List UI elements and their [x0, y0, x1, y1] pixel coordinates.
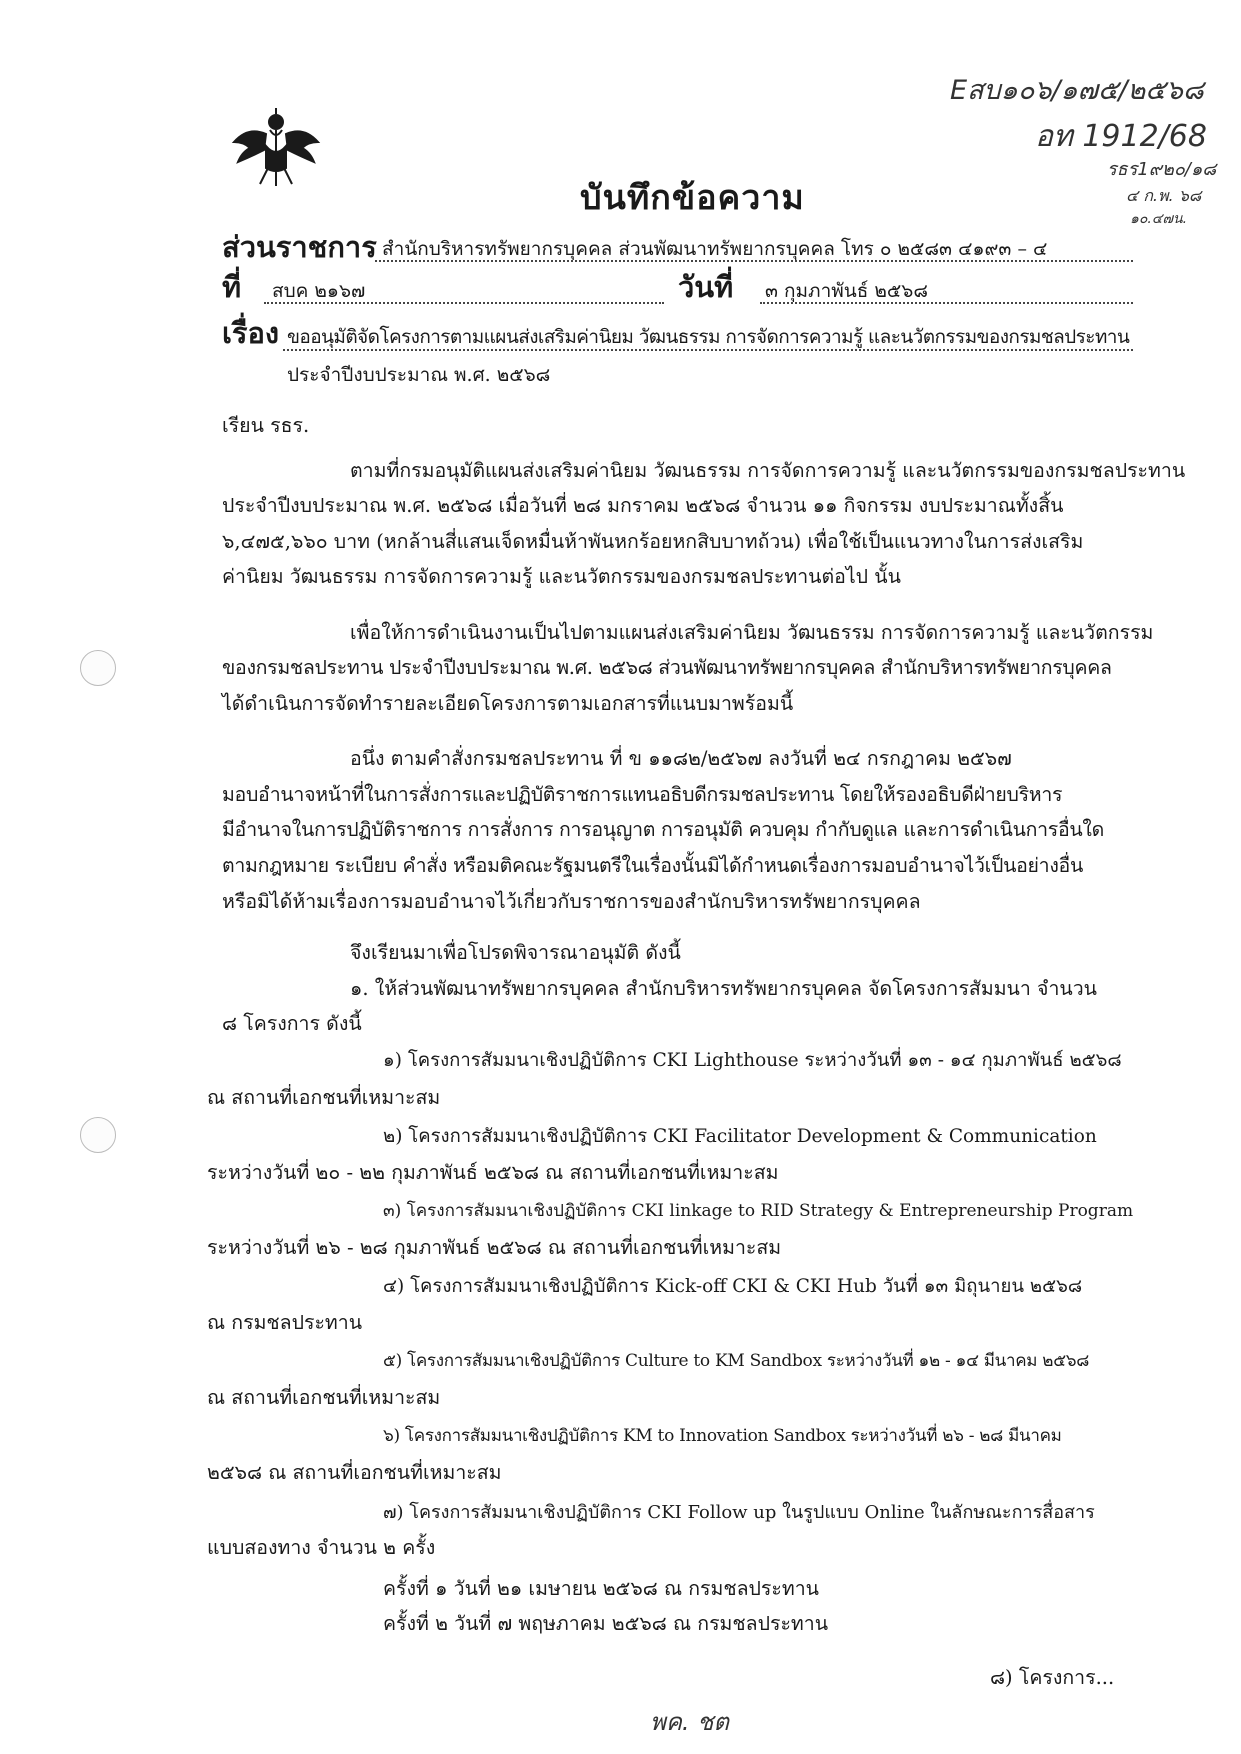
paragraph-3-line: ตามกฎหมาย ระเบียบ คำสั่ง หรือมติคณะรัฐมนตรีในเรื่องนั้นมิได้กำหนดเรื่องการมอบอำนาจไว้เป็นอย่างอื่น	[222, 854, 1083, 877]
bottom-initials: พค. ชต	[650, 1708, 730, 1736]
item-1-line1: ๑. ให้ส่วนพัฒนาทรัพยากรบุคคล สำนักบริหารทรัพยากรบุคคล จัดโครงการสัมมนา จำนวน	[350, 977, 1098, 1000]
subject-dotline	[283, 349, 1133, 351]
project-7-line2: แบบสองทาง จำนวน ๒ ครั้ง	[207, 1536, 436, 1559]
receipt-stamp-date: ๔ ก.พ. ๖๘	[1126, 186, 1202, 205]
paragraph-1-line: ค่านิยม วัฒนธรรม การจัดการความรู้ และนวัตกรรมของกรมชลประทานต่อไป นั้น	[222, 565, 901, 588]
subject-value: ขออนุมัติจัดโครงการตามแผนส่งเสริมค่านิยม วัฒนธรรม การจัดการความรู้ และนวัตกรรมของกรมชลประทาน	[287, 326, 1130, 348]
project-1-line1: ๑) โครงการสัมมนาเชิงปฏิบัติการ CKI Lighthouse ระหว่างวันที่ ๑๓ - ๑๔ กุมภาพันธ์ ๒๕๖๘	[383, 1050, 1122, 1071]
project-5-line2: ณ สถานที่เอกชนที่เหมาะสม	[207, 1386, 441, 1409]
subject-label: เรื่อง	[222, 316, 280, 350]
subject-value-line2: ประจำปีงบประมาณ พ.ศ. ๒๕๖๘	[287, 364, 551, 386]
reference-value: สบค ๒๑๖๗	[272, 280, 366, 302]
receipt-stamp-ref: รธร1๙๒๐/๑๘	[1107, 159, 1217, 180]
paragraph-2-line: ได้ดำเนินการจัดทำรายละเอียดโครงการตามเอกสารที่แนบมาพร้อมนี้	[222, 692, 794, 715]
receipt-stamp-code: อท 1912/68	[1035, 119, 1207, 154]
request-intro: จึงเรียนมาเพื่อโปรดพิจารณาอนุมัติ ดังนี้	[350, 941, 681, 964]
project-1-line2: ณ สถานที่เอกชนที่เหมาะสม	[207, 1086, 441, 1109]
paragraph-3-line: มีอำนาจในการปฏิบัติราชการ การสั่งการ การอนุญาต การอนุมัติ ควบคุม กำกับดูแล และการดำเนินการอื่นใด	[222, 818, 1104, 841]
session-1: ครั้งที่ ๑ วันที่ ๒๑ เมษายน ๒๕๖๘ ณ กรมชลประทาน	[383, 1577, 820, 1600]
project-7-line1: ๗) โครงการสัมมนาเชิงปฏิบัติการ CKI Follow up ในรูปแบบ Online ในลักษณะการสื่อสาร	[383, 1502, 1095, 1523]
project-6-line1: ๖) โครงการสัมมนาเชิงปฏิบัติการ KM to Innovation Sandbox ระหว่างวันที่ ๒๖ - ๒๘ มีนาคม	[383, 1426, 1062, 1446]
paragraph-1-line: ประจำปีงบประมาณ พ.ศ. ๒๕๖๘ เมื่อวันที่ ๒๘ มกราคม ๒๕๖๘ จำนวน ๑๑ กิจกรรม งบประมาณทั้งสิ้น	[222, 494, 1064, 517]
department-label: ส่วนราชการ	[222, 230, 377, 264]
salutation: เรียน รธร.	[222, 414, 310, 437]
department-value: สำนักบริหารทรัพยากรบุคคล ส่วนพัฒนาทรัพยากรบุคคล โทร ๐ ๒๕๘๓ ๔๑๙๓ – ๔	[382, 238, 1048, 260]
project-6-line2: ๒๕๖๘ ณ สถานที่เอกชนที่เหมาะสม	[207, 1461, 502, 1484]
project-2-line1: ๒) โครงการสัมมนาเชิงปฏิบัติการ CKI Facilitator Development & Communication	[383, 1126, 1097, 1147]
date-label: วันที่	[678, 270, 734, 304]
paragraph-2-line: ของกรมชลประทาน ประจำปีงบประมาณ พ.ศ. ๒๕๖๘ ส่วนพัฒนาทรัพยากรบุคคล สำนักบริหารทรัพยากรบุคคล	[222, 656, 1112, 679]
paragraph-3-line: หรือมิได้ห้ามเรื่องการมอบอำนาจไว้เกี่ยวกับราชการของสำนักบริหารทรัพยากรบุคคล	[222, 890, 921, 913]
garuda-emblem-icon	[230, 106, 322, 188]
punch-hole-top	[80, 650, 116, 686]
project-5-line1: ๕) โครงการสัมมนาเชิงปฏิบัติการ Culture to KM Sandbox ระหว่างวันที่ ๑๒ - ๑๔ มีนาคม ๒๕๖๘	[383, 1351, 1090, 1371]
session-2: ครั้งที่ ๒ วันที่ ๗ พฤษภาคม ๒๕๖๘ ณ กรมชลประทาน	[383, 1612, 829, 1635]
reference-dotline	[264, 302, 664, 304]
memo-title: บันทึกข้อความ	[580, 178, 805, 218]
paragraph-3-line: มอบอำนาจหน้าที่ในการสั่งการและปฏิบัติราชการแทนอธิบดีกรมชลประทาน โดยให้รองอธิบดีฝ่ายบริหาร	[222, 783, 1063, 806]
paragraph-1-line: ตามที่กรมอนุมัติแผนส่งเสริมค่านิยม วัฒนธรรม การจัดการความรู้ และนวัตกรรมของกรมชลประทาน	[350, 459, 1186, 482]
project-4-line1: ๔) โครงการสัมมนาเชิงปฏิบัติการ Kick-off CKI & CKI Hub วันที่ ๑๓ มิถุนายน ๒๕๖๘	[383, 1276, 1083, 1297]
paragraph-3-line: อนึ่ง ตามคำสั่งกรมชลประทาน ที่ ข ๑๑๘๒/๒๕๖๗ ลงวันที่ ๒๔ กรกฎาคม ๒๕๖๗	[350, 747, 1012, 770]
paragraph-1-line: ๖,๔๗๕,๖๖๐ บาท (หกล้านสี่แสนเจ็ดหมื่นห้าพันหกร้อยหกสิบบาทถ้วน) เพื่อใช้เป็นแนวทางในการส่งเสริม	[222, 530, 1084, 553]
date-value: ๓ กุมภาพันธ์ ๒๕๖๘	[765, 280, 929, 302]
project-3-line2: ระหว่างวันที่ ๒๖ - ๒๘ กุมภาพันธ์ ๒๕๖๘ ณ สถานที่เอกชนที่เหมาะสม	[207, 1236, 782, 1259]
item-1-line2: ๘ โครงการ ดังนี้	[222, 1012, 362, 1035]
project-3-line1: ๓) โครงการสัมมนาเชิงปฏิบัติการ CKI linkage to RID Strategy & Entrepreneurship Program	[383, 1201, 1134, 1221]
department-dotline	[375, 260, 1133, 262]
paragraph-2-line: เพื่อให้การดำเนินงานเป็นไปตามแผนส่งเสริมค่านิยม วัฒนธรรม การจัดการความรู้ และนวัตกรรม	[350, 621, 1154, 644]
receipt-stamp-time: ๑๐.๔๗น.	[1130, 211, 1188, 227]
project-4-line2: ณ กรมชลประทาน	[207, 1311, 363, 1334]
date-dotline	[760, 302, 1133, 304]
receipt-stamp-number: Eสบ๑๐๖/๑๗๕/๒๕๖๘	[950, 75, 1204, 106]
project-2-line2: ระหว่างวันที่ ๒๐ - ๒๒ กุมภาพันธ์ ๒๕๖๘ ณ สถานที่เอกชนที่เหมาะสม	[207, 1161, 779, 1184]
continued-marker: ๘) โครงการ...	[990, 1666, 1115, 1689]
punch-hole-bottom	[80, 1117, 116, 1153]
reference-label: ที่	[222, 270, 242, 304]
